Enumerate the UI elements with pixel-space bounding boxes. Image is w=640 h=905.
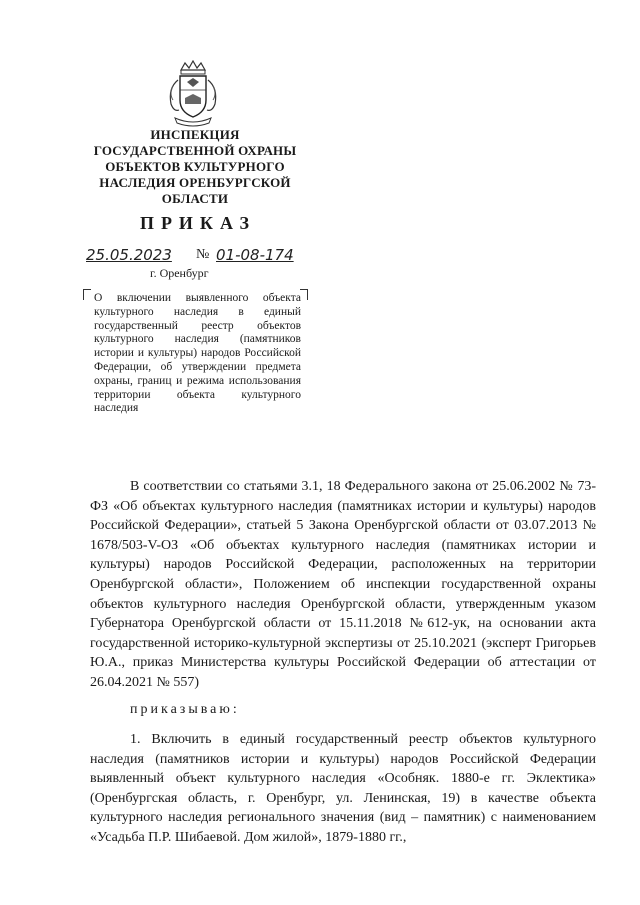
- org-line: ОБЛАСТИ: [161, 191, 229, 206]
- preamble-paragraph: В соответствии со статьями 3.1, 18 Федерального закона от 25.06.2002 № 73-ФЗ «Об объектах культурного наследия (памятниках истории и культуры) народов Российской Федерации», статьей 5 Закона Оренбургской области от 03.07.2013 № 1678/503-V-ОЗ «Об объектах культурного наследия (памятниках истории и культуры) народов Российской Федерации, расположенных на территории Оренбургской области», Положением об инспекции государственной охраны объектов культурного наследия Оренбургской области, утвержденным указом Губернатора Оренбургской области от 15.11.2018 №612-ук, на основании акта государственной историко-культурной экспертизы от 25.10.2021 (эксперт Григорьев Ю.А., приказ Министерства культуры Российской Федерации об аттестации от 26.04.2021 № 557): [90, 479, 596, 690]
- handwritten-date: 25.05.2023: [86, 246, 172, 264]
- handwritten-number: 01-08-174: [216, 246, 294, 264]
- order-item-1: 1. Включить в единый государственный реестр объектов культурного наследия (памятников истории и культуры) народов Российской Федерации выявленный объект культурного наследия «Особняк. 1880-е гг. Эклектика» (Оренбургская область, г. Оренбург, ул. Ленинская, 19) в качестве объекта культурного наследия регионального значения (вид – памятник) с наименованием «Усадьба П.Р. Шибаевой. Дом жилой», 1879-1880 гг.,: [90, 732, 596, 845]
- org-line: ОБЪЕКТОВ КУЛЬТУРНОГО: [105, 159, 285, 174]
- org-line: ГОСУДАРСТВЕННОЙ ОХРАНЫ: [93, 143, 297, 158]
- order-word: приказываю:: [130, 702, 240, 717]
- org-line: НАСЛЕДИЯ ОРЕНБУРГСКОЙ: [99, 175, 291, 190]
- order-subject: О включении выявленного объекта культурного наследия в единый государственный реестр объектов культурного наследия (памятников истории и культуры) народов Российской Федерации, об утверждении предмета охраны, границ и режима использования территории объекта культурного наследия: [94, 292, 301, 415]
- document-type-title: ПРИКАЗ: [139, 213, 257, 233]
- number-sign: №: [196, 247, 210, 262]
- oblast-coat-of-arms-icon: [163, 60, 223, 128]
- organization-name: [70, 127, 320, 207]
- org-line: ИНСПЕКЦИЯ: [150, 127, 240, 142]
- city-label: г. Оренбург: [150, 266, 209, 280]
- subject-bracket-right: [300, 289, 308, 300]
- subject-bracket-left: [83, 289, 91, 300]
